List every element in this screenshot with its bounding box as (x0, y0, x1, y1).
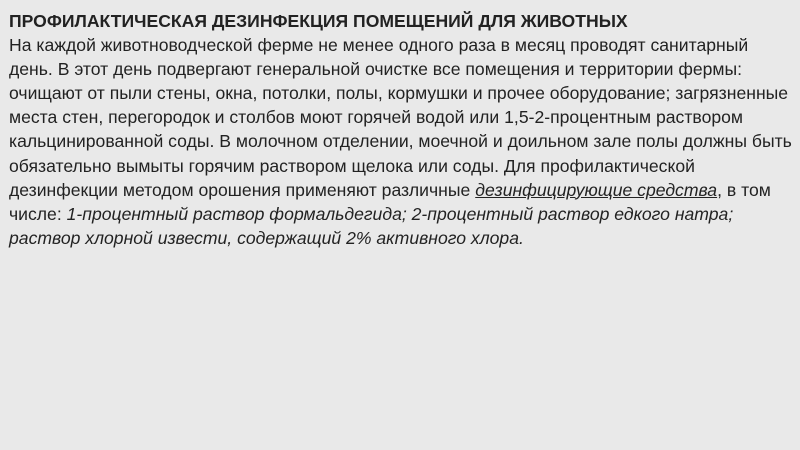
body-connector: , в том числе: (9, 179, 771, 224)
slide-title: ПРОФИЛАКТИЧЕСКАЯ ДЕЗИНФЕКЦИЯ ПОМЕЩЕНИЙ ДЛЯ ЖИВОТНЫХ (9, 11, 628, 31)
slide-body (9, 33, 794, 250)
body-paragraph: На каждой животноводческой ферме не менее одного раза в месяц проводят санитарный день. В этот день подвергают генеральной очистке все помещения и территории фермы: очищают от пыли стены, окна, потолки, полы, кормушки и прочее оборудование; загрязненные места стен, перегородок и столбов моют горячей водой или 1,5-2-процентным раствором кальцинированной соды. В молочном отделении, моечной и доильном зале полы должны быть обязательно вымыты горячим раствором щелока или соды. Для профилактической дезинфекции методом орошения применяют различные (9, 35, 792, 200)
disinfectant-list: 1-процентный раствор формальдегида; 2-процентный раствор едкого натра; раствор хлорной извести, содержащий 2% активного хлора. (9, 203, 734, 248)
slide-content (9, 9, 794, 250)
disinfectants-link[interactable]: дезинфицирующие средства (475, 179, 718, 200)
